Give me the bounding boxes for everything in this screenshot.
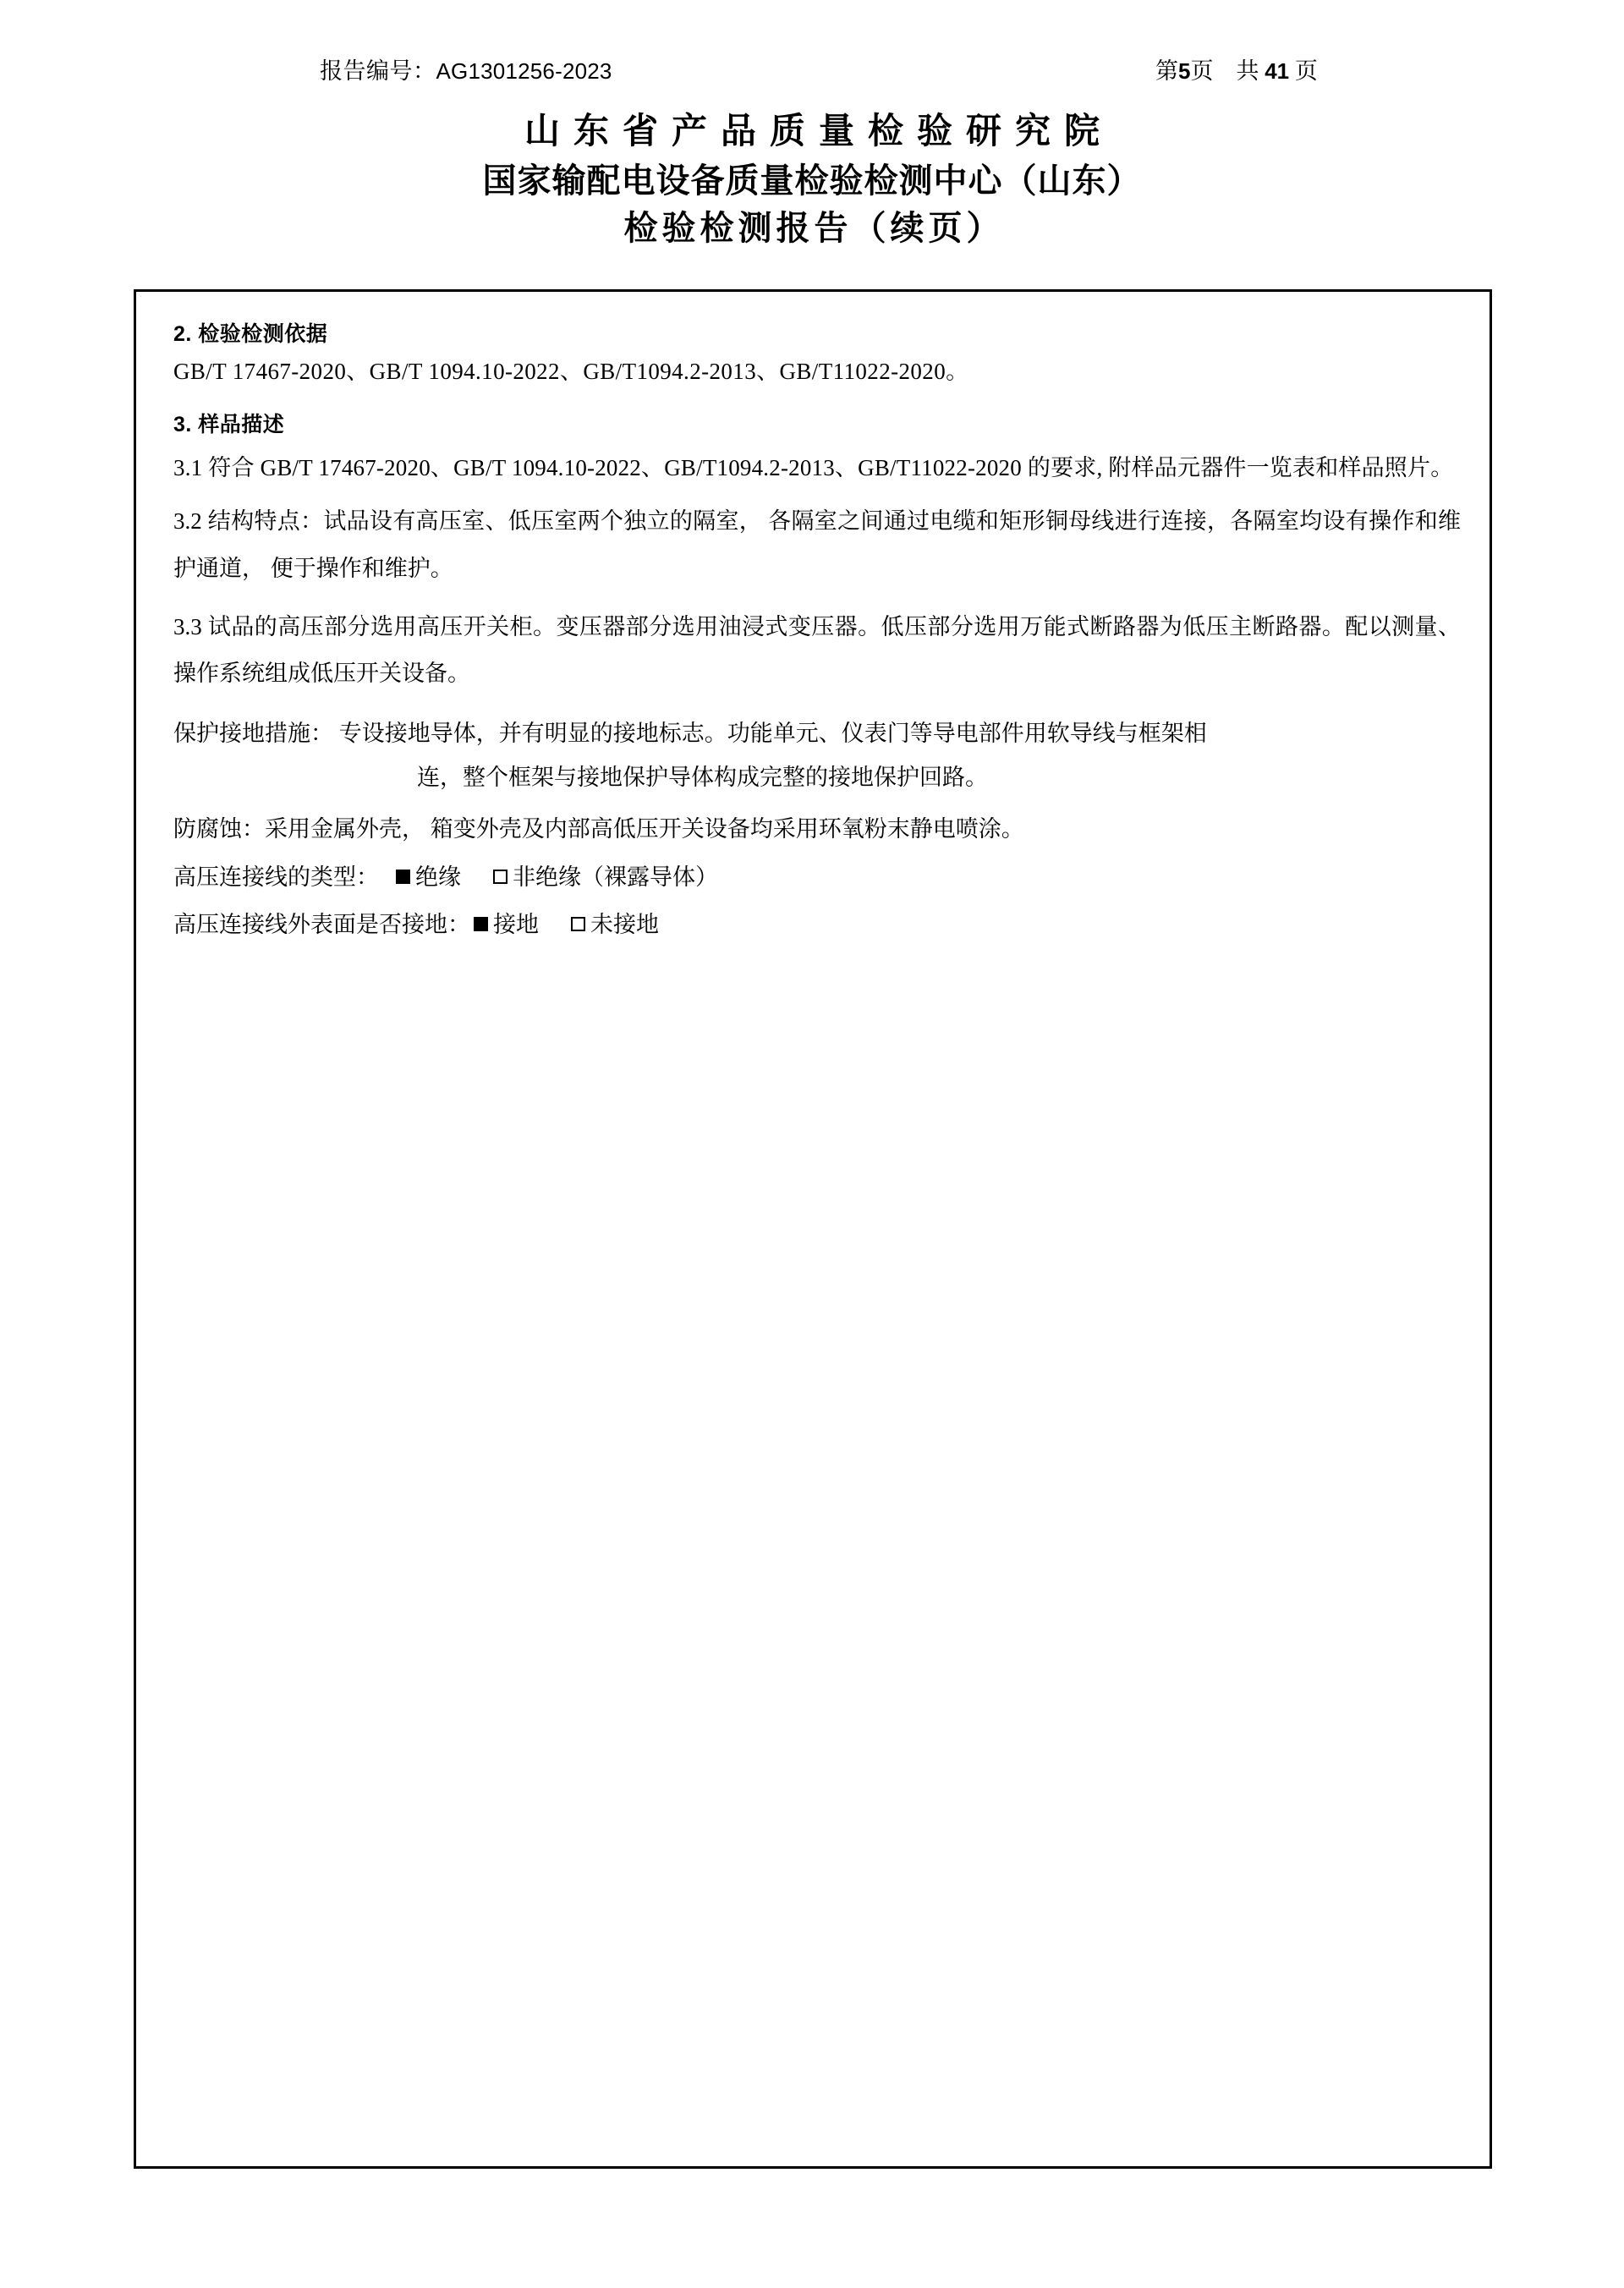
- hv-cable-surface-row: [173, 905, 1461, 944]
- grounding-measures-line2: 连，整个框架与接地保护导体构成完整的接地保护回路。: [417, 765, 988, 791]
- hv-cable-type-label: 高压连接线的类型：: [173, 864, 379, 890]
- page-number-total: 41: [1265, 58, 1290, 84]
- page-number-current: 5: [1178, 58, 1191, 84]
- section-heading-sample: 3. 样品描述: [173, 413, 285, 436]
- checkbox-non-insulated[interactable]: [493, 870, 508, 884]
- sample-item-3-2: 3.2 结构特点：试品设有高压室、低压室两个独立的隔室， 各隔室之间通过电缆和矩形铜母线进行连接，各隔室均设有操作和维护通道， 便于操作和维护。: [173, 508, 1461, 581]
- grounding-measures: [173, 711, 1461, 800]
- standards-list: GB/T 17467-2020、GB/T 1094.10-2022、GB/T1094.2-2013、GB/T11022-2020。: [173, 359, 969, 384]
- report-number: [320, 52, 612, 85]
- report-content-box: [134, 289, 1492, 2169]
- report-title: 检验检测报告（续页）: [623, 209, 1005, 248]
- anticorrosion-measures: 防腐蚀：采用金属外壳， 箱变外壳及内部高低压开关设备均采用环氧粉末静电喷涂。: [173, 815, 1024, 842]
- sample-item-3-1: 3.1 符合 GB/T 17467-2020、GB/T 1094.10-2022、GB/T1094.2-2013、GB/T11022-2020 的要求, 附样品元器件一览表和样品照片。: [173, 455, 1454, 480]
- page-header: [0, 52, 1624, 86]
- hv-cable-type-option-non-insulated: 非绝缘（裸露导体）: [513, 864, 718, 890]
- grounding-measures-line1: 保护接地措施： 专设接地导体，并有明显的接地标志。功能单元、仪表门等导电部件用软导线与框架相: [173, 720, 1207, 746]
- hv-cable-type-option-insulated: 绝缘: [415, 864, 461, 890]
- section-heading-basis: 2. 检验检测依据: [173, 322, 328, 346]
- page-number-mid: 页 共: [1190, 58, 1259, 84]
- checkbox-not-grounded[interactable]: [571, 917, 585, 931]
- report-number-label: 报告编号：: [320, 58, 436, 84]
- checkbox-grounded-checked[interactable]: [474, 917, 488, 931]
- institute-title: 山东省产品质量检验研究院: [524, 112, 1113, 151]
- hv-cable-surface-option-not-grounded: 未接地: [590, 912, 659, 938]
- checkbox-insulated-checked[interactable]: [396, 870, 410, 884]
- page-number-suffix: 页: [1294, 58, 1318, 84]
- page-number-prefix: 第: [1155, 58, 1178, 84]
- document-titles: [0, 112, 1624, 250]
- page-number: [1155, 52, 1318, 85]
- hv-cable-surface-label: 高压连接线外表面是否接地：: [173, 912, 470, 938]
- report-number-value: AG1301256-2023: [436, 58, 612, 84]
- hv-cable-surface-option-grounded: 接地: [493, 912, 539, 938]
- center-title: 国家输配电设备质量检验检测中心（山东）: [482, 161, 1142, 200]
- hv-cable-type-row: [173, 858, 1461, 897]
- sample-item-3-3: 3.3 试品的高压部分选用高压开关柜。变压器部分选用油浸式变压器。低压部分选用万能式断路器为低压主断路器。配以测量、操作系统组成低压开关设备。: [173, 613, 1461, 687]
